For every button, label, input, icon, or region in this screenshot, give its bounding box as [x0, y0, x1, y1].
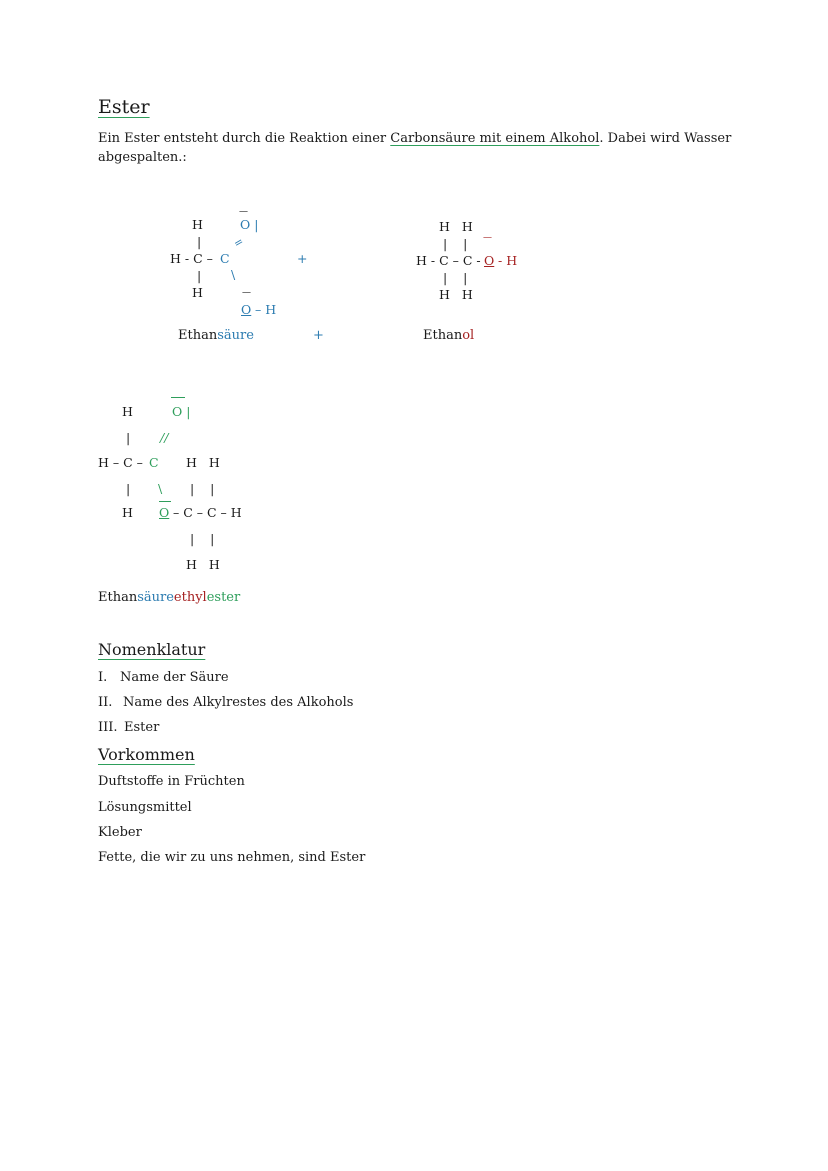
acid-carbon: C — [220, 251, 230, 266]
intro-highlight: Carbonsäure mit einem Alkohol — [390, 131, 600, 146]
ester-h-top: H — [122, 404, 133, 419]
reaction-plus: + — [297, 251, 308, 266]
alcohol-chain: H - C – C - — [416, 253, 481, 268]
alcohol-bonds-bottom: | | — [443, 270, 468, 285]
ester-double-bond: // — [160, 430, 169, 445]
acid-single-bond: \ — [231, 267, 236, 282]
acid-double-bond: = — [231, 234, 246, 251]
ester-name-alkyl: ethyl — [173, 590, 207, 605]
ester-name-acid: säure — [137, 590, 174, 605]
nomenklatur-item — [98, 695, 353, 710]
intro-text-end: . Dabei wird Wasser — [599, 131, 732, 146]
nomenklatur-item — [98, 720, 159, 735]
acid-name — [178, 328, 254, 343]
intro-line-2: abgespalten.: — [98, 150, 187, 165]
ester-oxygen: O — [159, 505, 170, 520]
acid-o-lone-pair: — — [239, 207, 248, 217]
list-text: Ester — [124, 720, 160, 735]
list-number: II. — [98, 695, 113, 710]
ester-chain-right: – C – C – H — [173, 505, 242, 520]
alcohol-name-base: Ethan — [423, 328, 463, 343]
ester-name-base: Ethan — [98, 590, 138, 605]
acid-h-bottom: H — [192, 285, 203, 300]
acid-o-bottom: O — [241, 302, 252, 317]
ester-name-ester: ester — [206, 590, 241, 605]
vorkommen-item: Kleber — [98, 825, 142, 840]
alcohol-oxygen: O — [484, 253, 495, 268]
ester-o-top: O | — [172, 404, 191, 419]
alcohol-name-suffix: ol — [462, 328, 475, 343]
intro-line-1 — [98, 131, 731, 146]
list-text: Name des Alkylrestes des Alkohols — [123, 695, 354, 710]
alcohol-name — [423, 328, 474, 343]
ester-carbon: C — [149, 455, 159, 470]
alcohol-o-lone-pair: — — [483, 233, 492, 243]
nomenklatur-heading: Nomenklatur — [98, 640, 206, 659]
acid-name-base: Ethan — [178, 328, 218, 343]
ester-o-lone-pair — [171, 397, 185, 398]
list-number: I. — [98, 670, 108, 685]
acid-oh-lone-pair: — — [242, 288, 251, 298]
acid-name-suffix: säure — [217, 328, 254, 343]
ester-h-bottom: H — [122, 505, 133, 520]
ester-bond-top: | — [126, 430, 131, 445]
vorkommen-heading: Vorkommen — [98, 745, 195, 764]
alcohol-h-top: H H — [439, 219, 473, 234]
ester-name — [98, 590, 240, 605]
ester-chain-left: H – C – — [98, 455, 143, 470]
vorkommen-item: Fette, die wir zu uns nehmen, sind Ester — [98, 850, 366, 865]
alcohol-bonds-top: | | — [443, 236, 468, 251]
vorkommen-item: Duftstoffe in Früchten — [98, 774, 245, 789]
acid-bond-top: | — [197, 234, 202, 249]
ester-h-pair-bottom: H H — [186, 557, 220, 572]
acid-bond-bottom: | — [197, 268, 202, 283]
list-number: III. — [98, 720, 118, 735]
acid-chain: H - C – — [170, 251, 213, 266]
vorkommen-item: Lösungsmittel — [98, 800, 192, 815]
labels-plus: + — [313, 328, 324, 343]
acid-o-h: – H — [255, 302, 277, 317]
acid-o-top: O | — [240, 217, 259, 232]
ester-bond-bottom: | — [126, 481, 131, 496]
intro-text-start: Ein Ester entsteht durch die Reaktion einer — [98, 131, 391, 146]
acid-h-top: H — [192, 217, 203, 232]
ester-o-lone-pair-bottom — [159, 501, 171, 502]
page-title: Ester — [98, 96, 150, 118]
ester-bonds-bottom: | | — [190, 531, 215, 546]
ester-h-pair-top: H H — [186, 455, 220, 470]
alcohol-o-h: - H — [498, 253, 518, 268]
alcohol-h-bottom: H H — [439, 287, 473, 302]
list-text: Name der Säure — [120, 670, 229, 685]
ester-single-bond: \ — [158, 481, 163, 496]
nomenklatur-item — [98, 670, 229, 685]
ester-bonds-mid: | | — [190, 481, 215, 496]
